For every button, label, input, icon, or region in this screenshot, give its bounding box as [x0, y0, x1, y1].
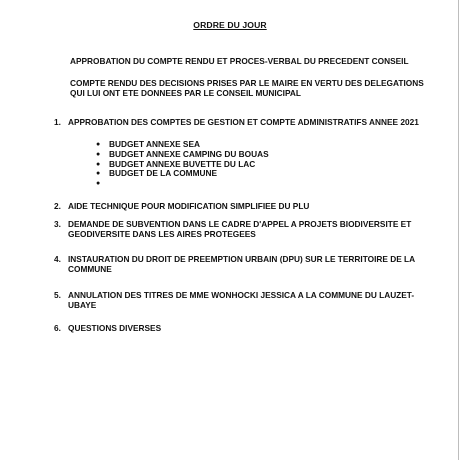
sub-item-text: BUDGET ANNEXE SEA: [109, 139, 200, 149]
bullet-icon: ●: [96, 160, 101, 168]
agenda-item-text: ANNULATION DES TITRES DE MME WONHOCKI JESSICA A LA COMMUNE DU LAUZET-UBAYE: [68, 290, 415, 310]
agenda-item-text: AIDE TECHNIQUE POUR MODIFICATION SIMPLIFIEE DU PLU: [68, 201, 310, 211]
list-item: [96, 169, 269, 179]
page-edge-line: [458, 0, 459, 460]
bullet-icon: ●: [96, 150, 101, 158]
budget-sublist: [96, 140, 269, 189]
list-item: [96, 179, 269, 189]
sub-item-text: BUDGET ANNEXE CAMPING DU BOUAS: [109, 148, 269, 159]
agenda-item-number: 6.: [54, 323, 61, 333]
agenda-item-text: DEMANDE DE SUBVENTION DANS LE CADRE D'APPEL A PROJETS BIODIVERSITE ET GEODIVERSITE DANS LES AIRES PROTEGEES: [68, 219, 412, 239]
agenda-item-text: APPROBATION DES COMPTES DE GESTION ET COMPTE ADMINISTRATIFS ANNEE 2021: [68, 117, 419, 127]
agenda-item-number: 4.: [54, 254, 61, 264]
agenda-item-number: 2.: [54, 201, 61, 211]
preamble-approval: APPROBATION DU COMPTE RENDU ET PROCES-VERBAL DU PRECEDENT CONSEIL: [70, 56, 409, 66]
agenda-item-text: QUESTIONS DIVERSES: [68, 323, 162, 333]
sub-item-text: BUDGET ANNEXE BUVETTE DU LAC: [109, 158, 256, 169]
agenda-item-number: 5.: [54, 290, 61, 300]
agenda-item-number: 1.: [54, 117, 61, 127]
sub-item-text: BUDGET DE LA COMMUNE: [109, 168, 218, 179]
preamble-delegations: COMPTE RENDU DES DECISIONS PRISES PAR LE MAIRE EN VERTU DES DELEGATIONS QUI LUI ONT ETE DONNEES PAR LE CONSEIL MUNICIPAL: [70, 78, 424, 98]
bullet-icon: ●: [96, 180, 101, 188]
bullet-icon: ●: [96, 170, 101, 178]
agenda-item-number: 3.: [54, 219, 61, 229]
page-title: ORDRE DU JOUR: [193, 20, 267, 30]
bullet-icon: ●: [96, 141, 101, 148]
agenda-item-text: INSTAURATION DU DROIT DE PREEMPTION URBAIN (DPU) SUR LE TERRITOIRE DE LA COMMUNE: [68, 254, 415, 274]
